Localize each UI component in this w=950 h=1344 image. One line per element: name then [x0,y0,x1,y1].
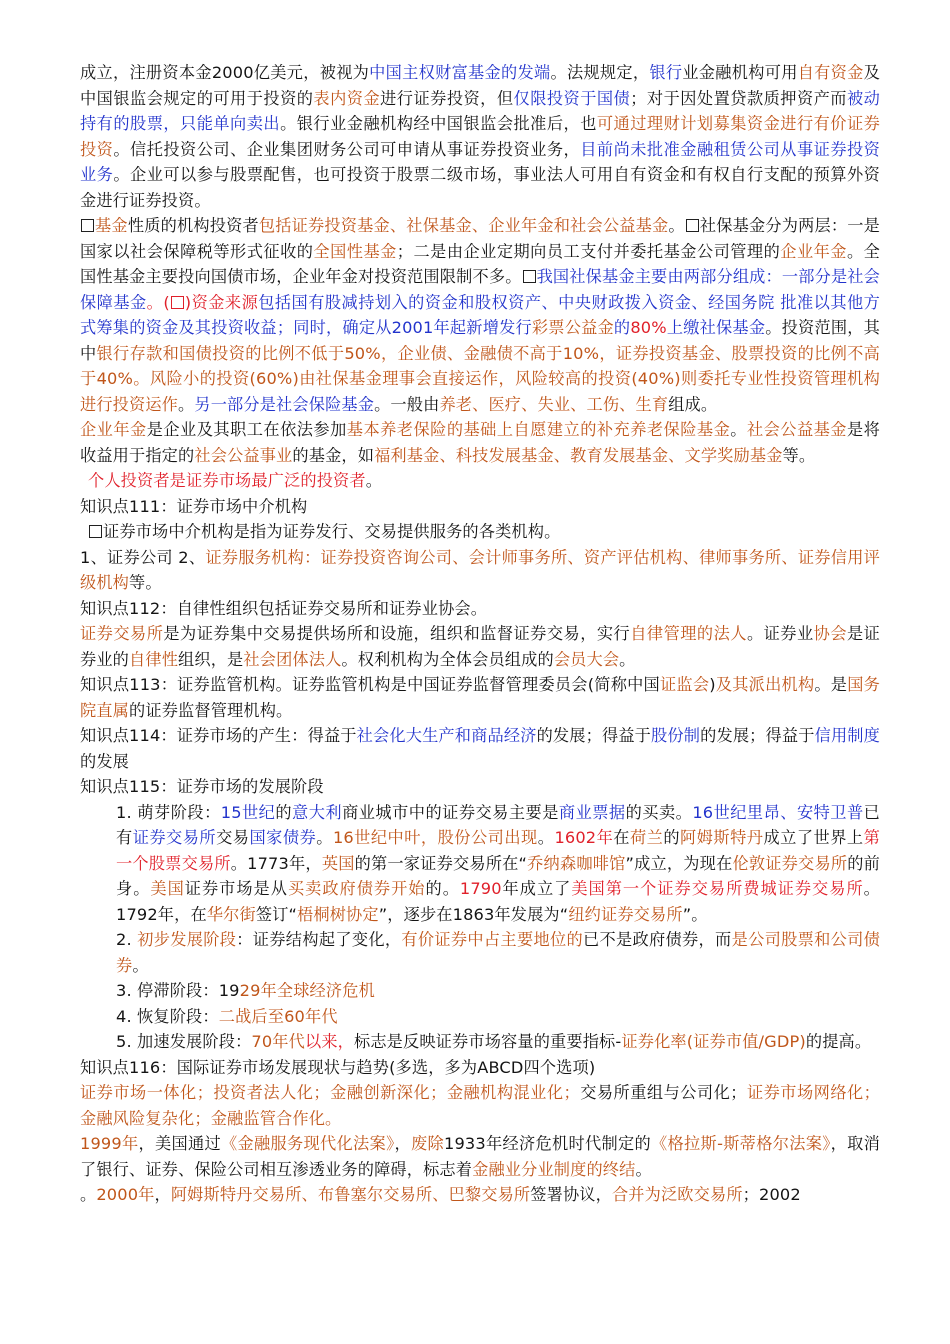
text-run: 社会公益基金 [746,420,847,439]
text-run: 目前尚未批准金融租赁公司从事证券投资业务 [80,139,881,184]
checkbox-square-icon [686,219,699,232]
text-run: 伦敦证券交易所 [732,853,848,873]
text-run: 。权利机构为全体会员组成的 [341,649,554,669]
text-run: 社会化大生产和商品经济 [356,726,537,745]
text-run: 是将收益用于指定的 [80,420,880,465]
stage-3 [80,978,880,1004]
text-run: 。 [178,394,195,414]
text-run: 。法规规定， [550,63,650,82]
text-run: 彩票公益金 [531,318,614,337]
text-run: 的买卖。 [625,802,693,822]
text-run: 基本养老保险的基础上自愿建立的补充养老保险基金 [346,420,731,439]
text-run: 年成立了 [501,879,572,898]
text-run: 。 [730,420,747,439]
text-run: 进行证券投资，但 [380,88,514,108]
text-run: 社保基金分为两层：一是国家以社会保障税等形式征收的 [80,216,881,261]
text-run: 成立，注册资本金2000亿美元，被视为 [80,63,370,82]
text-run: 知识点111：证券市场中介机构 [80,496,308,516]
text-run: 买卖政府债券开始 [287,879,426,898]
text-run: 仅限投资于国债 [513,88,631,108]
text-run: 。 [316,828,333,847]
text-run: 组成。 [668,394,718,414]
text-run: 协会 [813,624,847,643]
text-run: 组织，是 [178,649,244,669]
text-run: 1602年 [554,828,614,847]
text-run: 成立了世界上 [763,828,864,847]
text-run: 被动持有的股票，只能单向卖出 [80,88,880,133]
text-run: 社会团体法人 [243,649,342,669]
text-run: 。 [132,955,149,975]
text-run: 。 [619,649,636,669]
text-run: 性质的机构投资者 [127,216,259,235]
text-run: 4. 恢复阶段： [116,1006,219,1026]
text-run: 。1792年，在 [116,879,880,924]
text-run: 。 [668,216,685,235]
text-run: ，美国通过 [138,1134,222,1153]
text-run: 的发展；得益于 [700,726,815,745]
text-run: ， [394,1134,411,1153]
para-individual-investors [80,468,880,494]
text-run: 3. 停滞阶段：19 [116,981,240,1000]
text-run: 国家债券 [249,828,317,847]
text-run: 在 [613,828,630,847]
text-run: 的 [663,828,681,847]
heading-114 [80,723,880,774]
text-run: 2000年 [96,1185,155,1204]
text-run: 签订“ [255,904,298,924]
text-run: ) [184,292,192,312]
text-run: 业金融机构可用 [682,63,798,82]
text-run: 自律管理的法人 [630,624,747,643]
checkbox-square-icon [81,219,94,232]
text-run: 包括国有股减持划入的资金和股权资产、中央财政拨入资金、经国务院 批准以其他方式筹集的资金及其投资收益；同时，确定从2001年起新增发行 [80,292,880,337]
text-run: 金融业分业制度的终结 [472,1159,636,1179]
text-run: 证券交易所 [132,828,217,847]
text-run: 已不是政府债券，而 [582,930,732,949]
text-run: 中国主权财富基金的发端 [369,63,551,82]
text-run: 知识点115：证券市场的发展阶段 [80,777,324,796]
text-run: 包括证券投资基金、社保基金、企业年金和社会公益基金 [258,216,669,235]
text-run: 可通过理财计划募集资金进行有价证券投资 [80,114,880,159]
text-run: ：证券结构起了变化， [236,930,402,949]
text-run: 的第一家证券交易所在“ [354,853,528,873]
text-run: 福利基金、科技发展基金、教育发展基金、文学奖励基金 [374,445,783,465]
text-run: ， [154,1185,171,1204]
para-intermediary-def [80,519,880,545]
para-1999 [80,1131,880,1182]
text-run: 《金融服务现代化法案》 [221,1134,395,1153]
text-run: 。证券业 [746,624,814,643]
text-run: 信用制度 [814,726,880,745]
text-run: 1933年经济危机时代制定的 [444,1134,652,1153]
text-run: 的 [613,318,631,337]
text-run: 的 [275,802,293,822]
text-run: 签署协议， [530,1185,612,1204]
text-run: 会员大会 [553,649,620,669]
text-run: 废除 [411,1134,445,1153]
checkbox-square-icon [523,270,536,283]
text-run: 16世纪里昂、安特卫普 [692,802,864,822]
text-run: 。一般由 [374,394,440,414]
heading-112 [80,596,880,622]
text-run: 美国第一个证券交易所费城证券交易所 [571,879,864,898]
text-run: 企业年金 [780,241,847,261]
heading-111 [80,494,880,520]
text-run: 等。 [129,573,162,592]
para-trends [80,1080,880,1131]
text-run: 股份制 [651,726,701,745]
checkbox-square-icon [171,296,184,309]
stage-2 [80,927,880,978]
text-run: 我国社保基金主要由两部分组成：一部分是社会保障基金 [80,267,880,312]
text-run: 的发展 [80,751,130,771]
text-run: 以来， [304,1032,354,1051]
text-run: 。 [80,1185,97,1204]
checkbox-square-icon [89,525,102,538]
text-run: 的提高。 [805,1032,872,1051]
text-run: ；2002 [742,1185,801,1204]
text-run: 知识点112：自律性组织包括证券交易所和证券业协会。 [80,598,488,618]
stage-4 [80,1004,880,1030]
text-run: 是为证券集中交易提供场所和设施，组织和监督证券交易，实行 [163,624,631,643]
text-run: 。 [537,828,555,847]
text-run: 纽约证券交易所 [568,904,683,924]
text-run: 证券交易所 [80,624,164,643]
text-run: 交易所重组与公司化； [579,1083,747,1102]
text-run: 荷兰 [629,828,664,847]
text-run: 华尔街 [206,904,256,924]
para-intermediary-list [80,545,880,596]
text-run: 1790 [459,879,502,898]
text-run: 的证券监督管理机构。 [129,700,293,720]
text-run: ”成立，为现在 [625,853,733,873]
text-run: ”。 [682,904,708,924]
text-run: 商业票据 [558,802,626,822]
text-run: ；二是由企业定期向员工支付并委托基金公司管理的 [396,241,781,261]
text-run: ；对于因处置贷款质押资产而 [630,88,847,108]
text-run: 。信托投资公司、企业集团财务公司可申请从事证券投资业务， [113,139,581,159]
text-run: 。全国性基金主要投向国债市场，企业年金对投资范围限制不多。 [80,241,880,286]
text-run: 个人投资者是证券市场最广泛的投资者 [88,471,366,490]
text-run: 。企业可以参与股票配售，也可投资于股票二级市场，事业法人可用自有资金和有权自行支配的预算外资金进行证券投资。 [80,165,880,210]
text-run: 梧桐树协定 [297,904,379,924]
text-run: 已有 [116,802,881,847]
stage-1 [80,800,880,928]
text-run: 15世纪 [220,802,276,822]
text-run: 1. 萌芽阶段： [116,802,221,822]
text-run: 的。 [425,879,460,898]
text-run: 上缴社保基金 [666,318,766,337]
text-run: 及其派出机构 [715,675,815,694]
text-run: 知识点114：证券市场的产生：得益于 [80,726,357,745]
text-run: 资金来源 [191,292,259,312]
text-run: 。投资范围，其中 [80,318,880,363]
para-2000 [80,1182,880,1208]
text-run: 80% [630,318,667,337]
text-run: 。1773年， [230,853,322,873]
text-run: 银行 [649,63,683,82]
text-run: 美国 [150,879,185,898]
text-run: 乔纳森咖啡馆 [527,853,626,873]
text-run: ) [709,675,716,694]
text-run: 。 [365,471,383,490]
text-run: 银行存款和国债投资的比例不低于50%，企业债、金融债不高于10%，证券投资基金、股票投资的比例不高于40%。风险小的投资(60%)由社保基金理事会直接运作，风险较高的投资(40%)则委托专业性投资管理机构进行投资运作 [80,343,880,414]
text-run: 表内资金 [313,88,381,108]
text-run: 第一个股票交易所 [116,828,880,873]
text-run: 自律性 [129,649,179,669]
text-run: 《格拉斯-斯蒂格尔法案》 [651,1134,831,1153]
para-entities-investment [80,60,880,213]
text-run: 有价证券中占主要地位的 [401,930,583,949]
document-page [80,60,880,1208]
text-run: 证券化率(证券市值/GDP) [621,1032,806,1051]
text-run: 二战后至60年代 [218,1006,338,1026]
text-run: 合并为泛欧交易所 [611,1185,743,1204]
text-run: 企业年金 [80,420,147,439]
para-self-regulatory [80,621,880,672]
heading-115 [80,774,880,800]
text-run: 自有资金 [797,63,864,82]
text-run: 基金 [95,216,128,235]
text-run: 全国性基金 [313,241,397,261]
text-run: 证券市场网络化；金融风险复杂化；金融监管合作化。 [80,1083,881,1128]
text-run: ”，逐步在1863年发展为“ [378,904,569,924]
text-run: 国务院直属 [80,675,880,720]
text-run: 。( [146,292,170,312]
para-enterprise-annuity [80,417,880,468]
text-run: 证券市场中介机构是指为证券发行、交易提供服务的各类机构。 [103,522,561,541]
text-run: 等。 [782,445,816,465]
text-run: 初步发展阶段 [137,930,237,949]
text-run: 证监会 [659,675,710,694]
text-run: 证券服务机构：证券投资咨询公司、会计师事务所、资产评估机构、律师事务所、证券信用评级机构 [80,547,880,592]
stage-5 [80,1029,880,1055]
text-run: 是证券业的 [80,624,881,669]
text-run: 知识点113：证券监管机构。证券监管机构是中国证券监督管理委员会(简称中国 [80,675,660,694]
text-run: 。 [635,1159,652,1179]
text-run: 社会公益事业 [194,445,293,465]
text-run: 证券市场一体化；投资者法人化；金融创新深化；金融机构混业化； [80,1083,580,1102]
text-run: 交易 [216,828,250,847]
text-run: 的前身。 [116,853,880,898]
text-run: 另一部分是社会保险基金 [194,394,375,414]
para-fund-investors [80,213,880,417]
text-run: 是公司股票和公司债券 [116,930,880,975]
text-run: 16世纪中叶，股份公司出现 [332,828,538,847]
text-run: 标志是反映证券市场容量的重要指标- [354,1032,622,1051]
text-run: 的基金，如 [292,445,375,465]
text-run: 商业城市中的证券交易主要是 [342,802,559,822]
heading-116 [80,1055,880,1081]
text-run: ，取消了银行、证券、保险公司相互渗透业务的障碍，标志着 [80,1134,881,1179]
text-run: 29年全球经济危机 [239,981,375,1000]
text-run: 。是 [814,675,848,694]
heading-113 [80,672,880,723]
text-run: 1999年 [80,1134,139,1153]
text-run: 2. [116,930,138,949]
text-run: 阿姆斯特丹 [680,828,764,847]
text-run: 5. 加速发展阶段： [116,1032,252,1051]
text-run: 知识点116：国际证券市场发展现状与趋势(多选，多为ABCD四个选项) [80,1057,596,1077]
text-run: 英国 [321,853,355,873]
text-run: 的发展；得益于 [536,726,652,745]
text-run: 及中国银监会规定的可用于投资的 [80,63,880,108]
text-run: 意大利 [292,802,343,822]
text-run: 证券市场是从 [184,879,288,898]
text-run: 养老、医疗、失业、工伤、生育 [439,394,669,414]
text-run: 70年代 [251,1032,305,1051]
text-run: 。银行业金融机构经中国银监会批准后，也 [280,114,597,133]
text-run: 是企业及其职工在依法参加 [146,420,347,439]
text-run: 1、证券公司 2、 [80,547,206,567]
text-run: 阿姆斯特丹交易所、布鲁塞尔交易所、巴黎交易所 [170,1185,531,1204]
